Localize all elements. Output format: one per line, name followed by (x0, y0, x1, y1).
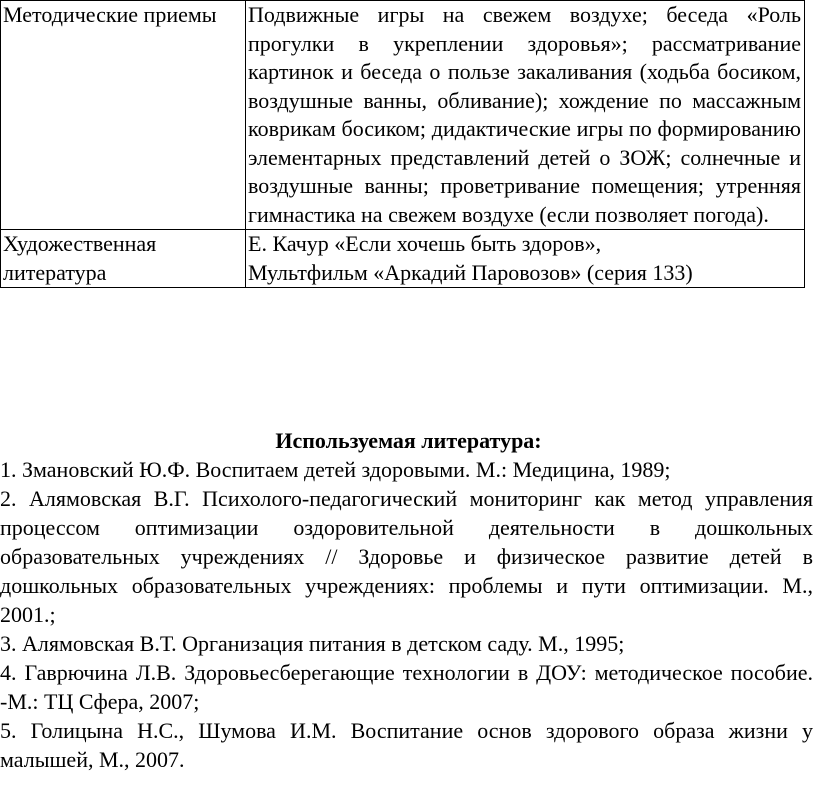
references-title: Используемая литература: (275, 428, 542, 453)
reference-item-5: 5. Голицына Н.С., Шумова И.М. Воспитание основ здорового образа жизни у малышей, М., 2007. (0, 718, 813, 772)
row-label-methods: Методические приемы (1, 1, 246, 230)
methods-table (0, 0, 805, 288)
reference-item-1: 1. Змановский Ю.Ф. Воспитаем детей здоровыми. М.: Медицина, 1989; (0, 457, 671, 482)
reference-item-4: 4. Гаврючина Л.В. Здоровьесберегающие технологии в ДОУ: методическое пособие. -М.: ТЦ Сфера, 2007; (0, 660, 813, 714)
table-row (1, 230, 805, 288)
row-label-literature: Художественная литература (1, 230, 246, 288)
table-row (1, 1, 805, 230)
references-list (0, 455, 813, 774)
row-content-literature (246, 230, 805, 288)
row-content-methods: Подвижные игры на свежем воздухе; беседа «Роль прогулки в укреплении здоровья»; рассматривание картинок и беседа о пользе закаливания (ходьба босиком, воздушные ванны, обливание); хождение по массажным коврикам босиком; дидактические игры по формированию элементарных представлений детей о ЗОЖ; солнечные и воздушные ванны; проветривание помещения; утренняя гимнастика на свежем воздухе (если позволяет погода). (246, 1, 805, 230)
literature-line-1: Е. Качур «Если хочешь быть здоров», (248, 231, 602, 256)
literature-line-2: Мультфильм «Аркадий Паровозов» (серия 133) (248, 259, 693, 285)
reference-item-3: 3. Алямовская В.Т. Организация питания в детском саду. М., 1995; (0, 631, 625, 656)
references-section (0, 426, 813, 774)
reference-item-2: 2. Алямовская В.Г. Психолого-педагогический мониторинг как метод управления процессом оптимизации оздоровительной деятельности в дошкольных образовательных учреждениях // Здоровье и физическое развитие детей в дошкольных образовательных учреждениях: проблемы и пути оптимизации. М., 2001.; (0, 486, 813, 627)
